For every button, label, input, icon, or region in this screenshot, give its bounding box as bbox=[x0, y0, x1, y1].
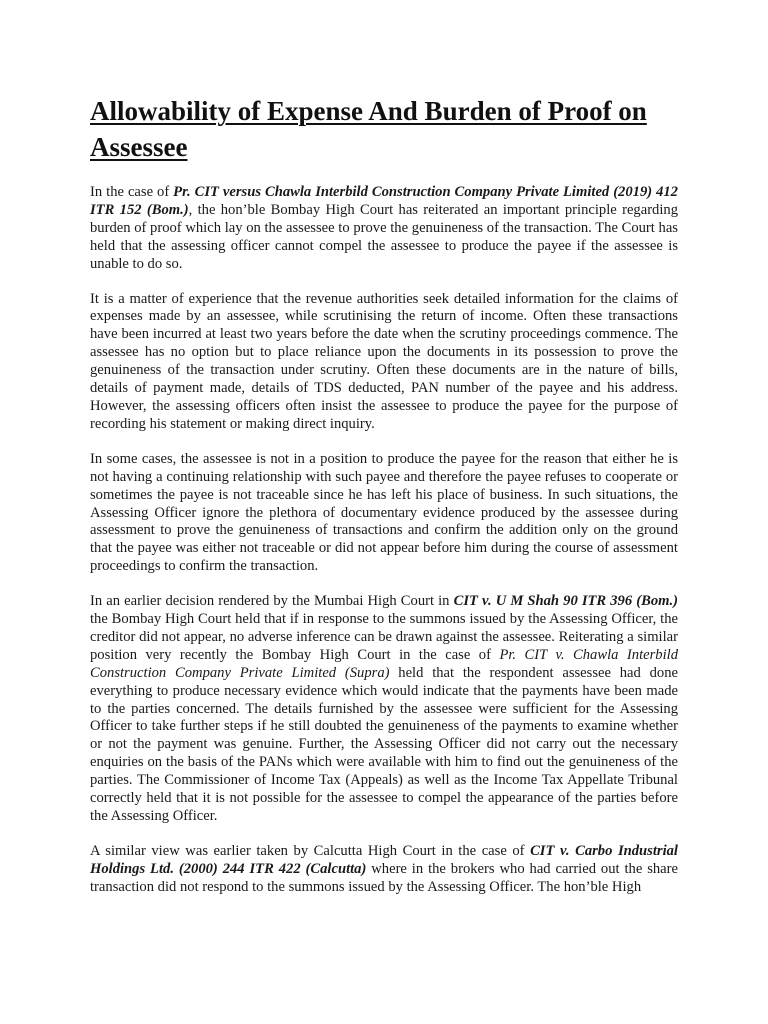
case-citation-um-shah: CIT v. U M Shah 90 ITR 396 (Bom.) bbox=[453, 593, 678, 610]
paragraph-4-text-c: held that the respondent assessee had done everything to produce necessary evidence which would indicate that the payments have been made to the parties concerned. The details furnished by the assessee were sufficient for the Assessing Officer to take further steps if he still doubted the genuineness of the payments to examine whether or not the payment was genuine. Further, the Assessing Officer did not carry out the necessary enquiries on the basis of the PANs which were available with him to find out the genuineness of the parties. The Commissioner of Income Tax (Appeals) as well as the Income Tax Appellate Tribunal correctly held that it is not possible for the assessee to compel the appearance of the parties before the Assessing Officer. bbox=[90, 664, 678, 824]
paragraph-2: It is a matter of experience that the revenue authorities seek detailed information for the claims of expenses made by an assessee, while scrutinising the return of income. Often these transactions have been incurred at least two years before the date when the scrutiny proceedings commence. The assessee has no option but to place reliance upon the documents in its possession to prove the genuineness of the transaction under scrutiny. Often these documents are in the nature of bills, details of payment made, details of TDS deducted, PAN number of the payee and his address. However, the assessing officers often insist the assessee to produce the payee for the purpose of recording his statement or making direct inquiry. bbox=[90, 290, 678, 432]
paragraph-1-text-b: , the hon’ble Bombay High Court has reiterated an important principle regarding burden of proof which lay on the assessee to prove the genuineness of the transaction. The Court has held that the assessing officer cannot compel the assessee to produce the payee if the assessee is unable to do so. bbox=[90, 201, 679, 272]
paragraph-1-text-a: In the case of bbox=[90, 184, 174, 200]
paragraph-5 bbox=[90, 843, 678, 897]
document-title: Allowability of Expense And Burden of Proof on Assessee bbox=[90, 96, 647, 162]
paragraph-5-text-a: A similar view was earlier taken by Calcutta High Court in the case of bbox=[90, 842, 531, 859]
case-citation-chawla: Pr. CIT versus Chawla Interbild Construction Company Private Limited (2019) 412 ITR 152 (Bom.) bbox=[90, 184, 678, 218]
paragraph-4-text-a: In an earlier decision rendered by the Mumbai High Court in bbox=[90, 593, 454, 610]
paragraph-5-text-b: where in the brokers who had carried out the share transaction did not respond to the summons issued by the Assessing Officer. The hon’ble High bbox=[90, 860, 678, 895]
paragraph-4 bbox=[90, 593, 678, 826]
case-citation-carbo: CIT v. Carbo Industrial Holdings Ltd. (2000) 244 ITR 422 (Calcutta) bbox=[90, 842, 678, 877]
paragraph-4-text-b: the Bombay High Court held that if in response to the summons issued by the Assessing Officer, the creditor did not appear, no adverse inference can be drawn against the assessee. Reiterating a similar position very recently the Bombay High Court in the case of bbox=[90, 611, 678, 663]
paragraph-1 bbox=[90, 184, 678, 274]
case-reference-chawla-supra: Pr. CIT v. Chawla Interbild Construction Company Private Limited (Supra) bbox=[90, 646, 678, 681]
paragraph-3: In some cases, the assessee is not in a position to produce the payee for the reason that either he is not having a continuing relationship with such payee and therefore the payee refuses to cooperate or sometimes the payee is not traceable since he has left his place of business. In such situations, the Assessing Officer ignore the plethora of documentary evidence produced by the assessee during assessment to prove the genuineness of transactions and confirm the addition only on the ground that the payee was either not traceable or did not appear before him during the course of assessment proceedings to confirm the transaction. bbox=[90, 450, 678, 575]
